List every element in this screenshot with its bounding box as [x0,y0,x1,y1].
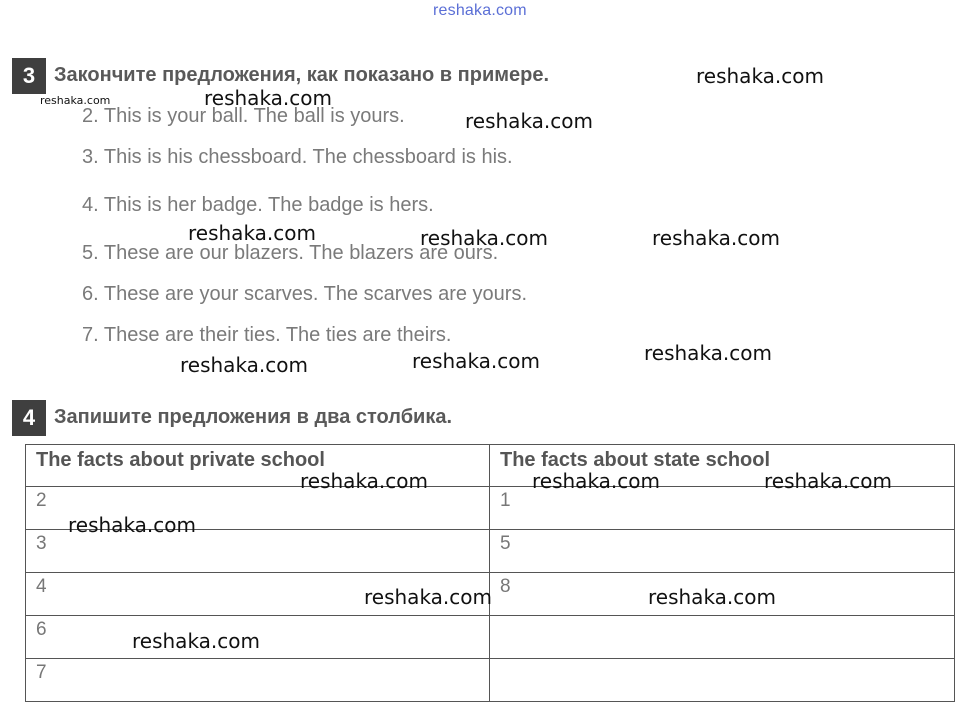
watermark: reshaka.com [652,226,780,250]
task-3-sentence-4: 4. This is her badge. The badge is hers. [82,194,434,216]
task-3-sentence-3: 3. This is his chessboard. The chessboard is his. [82,146,513,168]
watermark-small: reshaka.com [40,94,111,107]
watermark: reshaka.com [532,469,660,493]
task-3-sentence-5: 5. These are our blazers. The blazers are ours. [82,242,499,264]
table-cell: 5 [490,530,955,573]
watermark: reshaka.com [648,585,776,609]
watermark: reshaka.com [132,629,260,653]
table-cell [490,659,955,702]
header-private-school: The facts about private school [26,445,490,487]
watermark: reshaka.com [696,64,824,88]
watermark: reshaka.com [68,513,196,537]
task-4-title: Запишите предложения в два столбика. [54,406,453,428]
watermark: reshaka.com [465,109,593,133]
task-3-number-badge: 3 [12,58,46,94]
header-state-school: The facts about state school [490,445,955,487]
table-cell: 7 [26,659,490,702]
watermark: reshaka.com [412,349,540,373]
table-cell: 8 [490,573,955,616]
table-row [26,659,955,702]
task-3-sentence-2: 2. This is your ball. The ball is yours. [82,105,405,127]
watermark: reshaka.com [188,221,316,245]
watermark: reshaka.com [180,353,308,377]
table-cell: 3 [26,530,490,573]
watermark: reshaka.com [420,226,548,250]
table-cell: 2 [26,487,490,530]
task-3-title: Закончите предложения, как показано в примере. [54,64,550,86]
task-4-number-badge: 4 [12,400,46,436]
watermark: reshaka.com [204,86,332,110]
watermark: reshaka.com [364,585,492,609]
table-cell: 1 [490,487,955,530]
watermark: reshaka.com [644,341,772,365]
watermark: reshaka.com [300,469,428,493]
task-3-sentence-6: 6. These are your scarves. The scarves are yours. [82,283,528,305]
table-cell: 4 [26,573,490,616]
watermark: reshaka.com [764,469,892,493]
top-watermark: reshaka.com [433,2,527,19]
task-3-sentence-7: 7. These are their ties. The ties are theirs. [82,324,452,346]
table-cell [490,616,955,659]
table-cell: 6 [26,616,490,659]
